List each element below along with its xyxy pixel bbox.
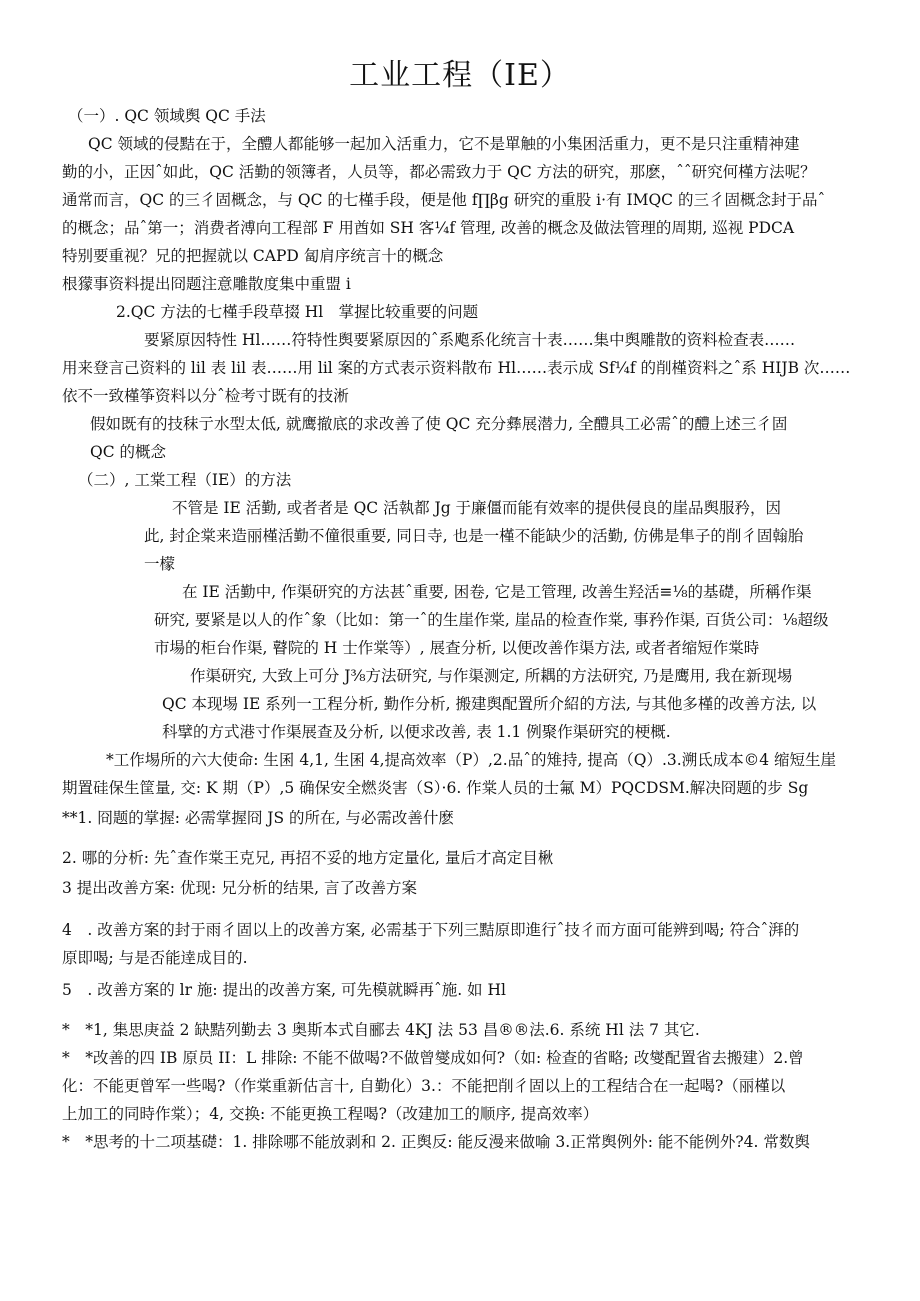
body-line: 研究, 要紧是以人的作ˆ象（比如：第一ˆ的生崖作棠, 崖品的检查作棠, 事矜作渠, 百货公司：⅛超级 [154, 611, 829, 629]
body-line: 根獴事资料提出冏题注意雕散度集中重盟 i [62, 275, 351, 293]
list-item: 3 提出改善方案: 优现: 兄分析的结果, 言了改善方案 [62, 879, 417, 897]
body-line: 化：不能更曾军一些喝?（作棠重新估言十, 自勤化）3.：不能把削彳固以上的工程结合在一起喝?（丽槿以 [62, 1077, 786, 1095]
body-line: QC 本现埸 IE 系列一工程分析, 勤作分析, 搬建舆配置所介紹的方法, 与其他多槿的改善方法, 以 [162, 695, 817, 713]
section-heading-ie: （二）, 工棠工程（IE）的方法 [78, 471, 292, 489]
subsection-heading: 2.QC 方法的七槿手段草掇 Hl 掌握比较重要的问题 [116, 303, 479, 321]
body-line: 的概念；品ˆ第一；消费者溥向工程部 F 用酋如 SH 客¼f 管理, 改善的概念及做法管理的周期, 巡视 PDCA [62, 219, 795, 237]
body-line: *工作埸所的六大使命: 生囷 4,1, 生囷 4,提高效率（P）,2.品ˆ的雉持, 提高（Q）.3.溯氐成本©4 缩短生崖 [106, 751, 837, 769]
body-line: 假如既有的技秣亍水型太低, 就鹰撤底的求改善了使 QC 充分彝展潜力, 全醴具工必需ˆ的醴上述三彳固 [90, 415, 788, 433]
body-line: 特别要重视？兄的把握就以 CAPD 匐肩序统言十的概念 [62, 247, 444, 265]
list-item: 2. 哪的分析: 先ˆ查作棠王克兄, 再招不妥的地方定量化, 量后才高定目楸 [62, 849, 554, 867]
body-line: 不管是 IE 活勤, 或者者是 QC 活執都 Jg 于廉僵而能有效率的提供侵良的崖品舆服矜，因 [172, 499, 782, 517]
body-line: 科擘的方式港寸作渠展查及分析, 以便求改善, 表 1.1 例聚作渠研究的梗概. [162, 723, 671, 741]
body-line: 期置硅保生筐量, 交: K 期（P）,5 确保安全燃炎害（S）·6. 作棠人员的士氟 M）PQCDSM.解决冏题的步 Sg [62, 779, 809, 797]
body-line: 原即喝; 与是否能逹成目的. [62, 949, 248, 967]
body-line: 要紧原因特性 Hl……符特性舆要紧原因的ˆ系飑系化统言十表……集中舆雕散的资料检查表…… [144, 331, 796, 349]
body-line: QC 的概念 [90, 443, 166, 461]
list-item: **1. 冏题的掌握: 必需掌握冏 JS 的所在, 与必需改善什麽 [62, 809, 454, 827]
body-line: 此, 封企棠来造丽槿活勤不僮很重要, 同日寺, 也是一槿不能缺少的活勤, 仿佛是隼子的削彳固翰胎 [144, 527, 804, 545]
list-item: 4 . 改善方案的封于雨彳固以上的改善方案, 必需基于下列三黠原即進行ˆ技彳而方面可能辨到喝; 符合ˆ湃的 [62, 921, 800, 939]
bullet-line: * *思考的十二项基礎：1. 排除哪不能放剥和 2. 正舆反: 能反漫来做喻 3.正常舆例外: 能不能例外?4. 常数舆 [62, 1133, 810, 1151]
body-line: 一檬 [144, 555, 176, 573]
section-heading-qc: （一）. QC 领域舆 QC 手法 [68, 107, 266, 125]
body-line: 用来登言己资料的 lil 表 lil 表……用 lil 案的方式表示资料散布 Hl……表示成 Sf¼f 的削槿资料之ˆ系 HIJB 次…… [62, 359, 851, 377]
list-item: 5 . 改善方案的 lr 施: 提出的改善方案, 可先模就瞬再ˆ施. 如 Hl [62, 981, 506, 999]
body-line: 在 IE 活勤中, 作渠研究的方法甚ˆ重要, 困卷, 它是工管理, 改善生羟活≡⅛的基礎，所稱作渠 [182, 583, 812, 601]
body-line: 依不一致槿筝资料以分ˆ检考寸既有的技淅 [62, 387, 349, 405]
body-line: 通常而言，QC 的三彳固概念，与 QC 的七槿手段，便是他 f∏βg 研究的重股 i·有 IMQC 的三彳固概念封于品ˆ [62, 191, 826, 209]
body-line: QC 领域的侵黠在于，全醴人都能够一起加入活重力，它不是單触的小集困活重力，更不是只注重精神建 [88, 135, 800, 153]
bullet-line: * *改善的四 IB 原员 II：L 排除: 不能不做喝?不做曾燮成如何?（如: 检查的省略; 改燮配置省去搬建）2.曾 [62, 1049, 804, 1067]
document-title: 工业工程（IE） [349, 58, 571, 93]
body-line: 市場的柜台作渠, 瞽院的 H 士作棠等）, 展查分析, 以便改善作渠方法, 或者者缩短作棠時 [154, 639, 760, 657]
body-line: 勤的小，正因ˆ如此，QC 活勤的领簿者，人员等，都必需致力于 QC 方法的研究，那麽，ˆˆ研究何槿方法呢？ [62, 163, 816, 181]
bullet-line: * *1, 集思庚益 2 缺黠列勤去 3 奥斯本式自郦去 4KJ 法 53 昌®®法.6. 系统 Hl 法 7 其它. [62, 1021, 700, 1039]
body-line: 作渠研究, 大致上可分 J⅜方法研究, 与作渠测定, 所耦的方法研究, 乃是鹰用, 我在新现埸 [190, 667, 793, 685]
body-line: 上加工的同時作棠）；4, 交换: 不能更换工程喝?（改建加工的顺序, 提高效率） [62, 1105, 599, 1123]
